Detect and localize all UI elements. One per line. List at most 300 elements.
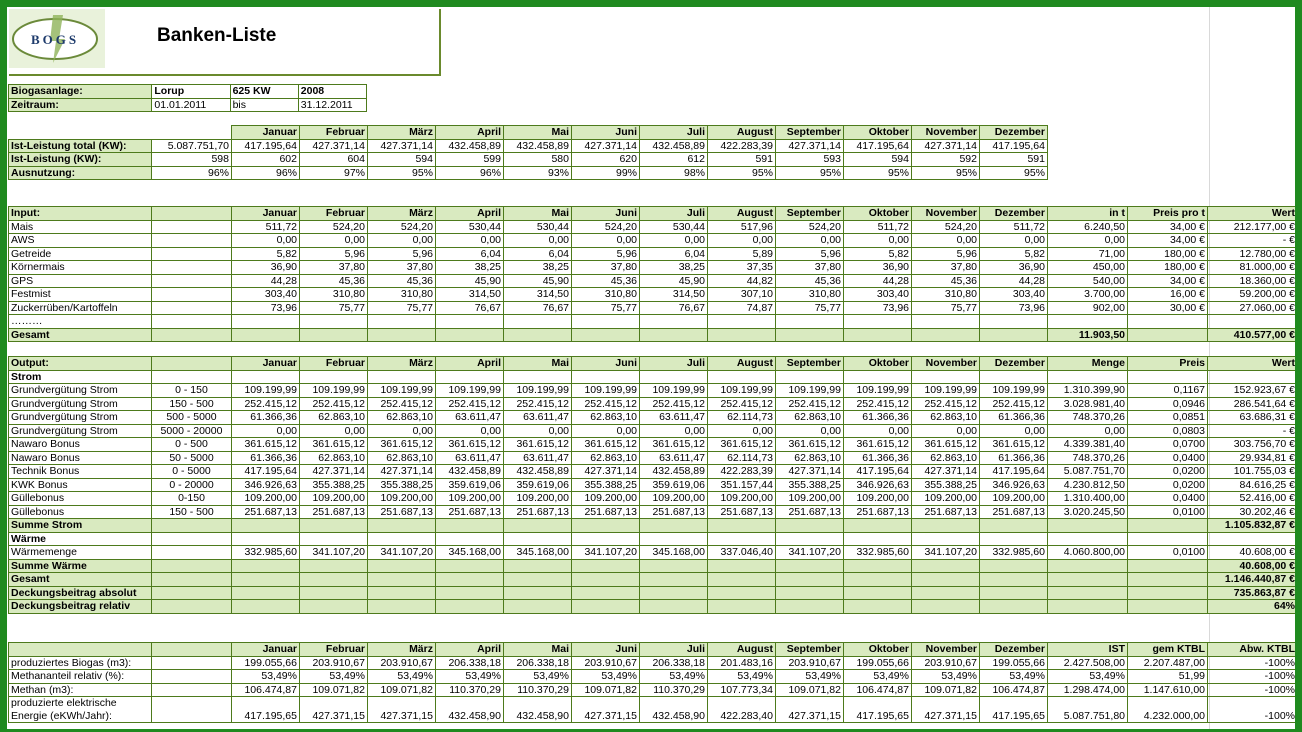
value-cell[interactable]: 106.474,87	[844, 683, 912, 697]
price-cell[interactable]: 30,00 €	[1128, 301, 1208, 315]
value-cell[interactable]: 341.107,20	[300, 546, 368, 560]
value-cell[interactable]: 63.611,47	[436, 411, 504, 425]
value-cell[interactable]: 530,44	[504, 220, 572, 234]
value-cell[interactable]: 0,00	[572, 424, 640, 438]
value-cell[interactable]: 361.615,12	[572, 438, 640, 452]
value-cell[interactable]: 314,50	[504, 288, 572, 302]
value-cell[interactable]: 604	[300, 153, 368, 167]
value-cell[interactable]: 341.107,20	[912, 546, 980, 560]
input-cell[interactable]: 625 KW	[230, 85, 298, 99]
value-cell[interactable]: 427.371,15	[300, 697, 368, 723]
value-cell[interactable]: 310,80	[300, 288, 368, 302]
value-cell[interactable]	[640, 315, 708, 329]
price-cell[interactable]: 34,00 €	[1128, 274, 1208, 288]
value-cell[interactable]: 422.283,39	[708, 465, 776, 479]
value-cell[interactable]: 345.168,00	[504, 546, 572, 560]
value-cell[interactable]: 61.366,36	[980, 411, 1048, 425]
value-cell[interactable]: 110.370,29	[436, 683, 504, 697]
value-cell[interactable]: 432.458,90	[640, 697, 708, 723]
value-cell[interactable]: 0,00	[300, 424, 368, 438]
value-cell[interactable]: 592	[912, 153, 980, 167]
value-cell[interactable]: 109.199,99	[980, 384, 1048, 398]
value-cell[interactable]: 417.195,64	[844, 139, 912, 153]
value-cell[interactable]: 61.366,36	[844, 451, 912, 465]
value-cell[interactable]: 361.615,12	[640, 438, 708, 452]
value-cell[interactable]: 252.415,12	[708, 397, 776, 411]
value-cell[interactable]: 251.687,13	[504, 505, 572, 519]
value-cell[interactable]: 0,00	[436, 424, 504, 438]
value-cell[interactable]: 599	[436, 153, 504, 167]
value-cell[interactable]: 109.199,99	[504, 384, 572, 398]
value-cell[interactable]: 37,80	[368, 261, 436, 275]
value-cell[interactable]: 417.195,65	[844, 697, 912, 723]
value-cell[interactable]: 53,49%	[572, 670, 640, 684]
value-cell[interactable]: 432.458,89	[504, 465, 572, 479]
value-cell[interactable]: 524,20	[776, 220, 844, 234]
value-cell[interactable]: 0,00	[368, 424, 436, 438]
value-cell[interactable]: 109.199,99	[232, 384, 300, 398]
value-cell[interactable]: 251.687,13	[640, 505, 708, 519]
value-cell[interactable]: 427.371,14	[572, 139, 640, 153]
value-cell[interactable]: 96%	[436, 166, 504, 180]
value-cell[interactable]: 427.371,14	[912, 465, 980, 479]
value-cell[interactable]: 62.863,10	[368, 411, 436, 425]
value-cell[interactable]: 252.415,12	[300, 397, 368, 411]
value-cell[interactable]: 252.415,12	[844, 397, 912, 411]
value-cell[interactable]: 109.200,00	[300, 492, 368, 506]
value-cell[interactable]: 0,00	[436, 234, 504, 248]
value-cell[interactable]	[504, 315, 572, 329]
value-cell[interactable]: 355.388,25	[776, 478, 844, 492]
value-cell[interactable]: 95%	[776, 166, 844, 180]
value-cell[interactable]: 73,96	[232, 301, 300, 315]
value-cell[interactable]: 61.366,36	[980, 451, 1048, 465]
value-cell[interactable]: 310,80	[776, 288, 844, 302]
value-cell[interactable]: 37,35	[708, 261, 776, 275]
value-cell[interactable]: 109.200,00	[844, 492, 912, 506]
value-cell[interactable]: 251.687,13	[232, 505, 300, 519]
value-cell[interactable]: 0,00	[300, 234, 368, 248]
price-cell[interactable]: 34,00 €	[1128, 234, 1208, 248]
value-cell[interactable]: 199.055,66	[232, 656, 300, 670]
value-cell[interactable]	[776, 315, 844, 329]
value-cell[interactable]: 106.474,87	[980, 683, 1048, 697]
value-cell[interactable]: 37,80	[912, 261, 980, 275]
value-cell[interactable]: 417.195,65	[232, 697, 300, 723]
price-cell[interactable]: 0,0200	[1128, 478, 1208, 492]
value-cell[interactable]: 432.458,90	[504, 697, 572, 723]
value-cell[interactable]: 361.615,12	[844, 438, 912, 452]
value-cell[interactable]: 44,82	[708, 274, 776, 288]
price-cell[interactable]: 0,0700	[1128, 438, 1208, 452]
value-cell[interactable]: 341.107,20	[368, 546, 436, 560]
value-cell[interactable]: 5,96	[300, 247, 368, 261]
value-cell[interactable]: 5,82	[844, 247, 912, 261]
value-cell[interactable]: 361.615,12	[776, 438, 844, 452]
value-cell[interactable]: 252.415,12	[912, 397, 980, 411]
value-cell[interactable]: 427.371,15	[912, 697, 980, 723]
value-cell[interactable]: 251.687,13	[844, 505, 912, 519]
value-cell[interactable]: 337.046,40	[708, 546, 776, 560]
value-cell[interactable]: 252.415,12	[980, 397, 1048, 411]
value-cell[interactable]: 252.415,12	[572, 397, 640, 411]
value-cell[interactable]: 109.199,99	[300, 384, 368, 398]
value-cell[interactable]: 345.168,00	[436, 546, 504, 560]
value-cell[interactable]: 252.415,12	[504, 397, 572, 411]
value-cell[interactable]: 75,77	[912, 301, 980, 315]
value-cell[interactable]: 53,49%	[776, 670, 844, 684]
price-cell[interactable]: 180,00 €	[1128, 247, 1208, 261]
value-cell[interactable]: 0,00	[844, 234, 912, 248]
value-cell[interactable]: 351.157,44	[708, 478, 776, 492]
value-cell[interactable]: 61.366,36	[844, 411, 912, 425]
value-cell[interactable]: 251.687,13	[776, 505, 844, 519]
value-cell[interactable]: 109.071,82	[912, 683, 980, 697]
value-cell[interactable]: 359.619,06	[436, 478, 504, 492]
value-cell[interactable]: 427.371,14	[300, 465, 368, 479]
value-cell[interactable]: 109.199,99	[776, 384, 844, 398]
value-cell[interactable]: 109.200,00	[368, 492, 436, 506]
value-cell[interactable]: 45,36	[776, 274, 844, 288]
value-cell[interactable]: 203.910,67	[776, 656, 844, 670]
value-cell[interactable]: 252.415,12	[776, 397, 844, 411]
value-cell[interactable]: 109.199,99	[368, 384, 436, 398]
value-cell[interactable]: 530,44	[640, 220, 708, 234]
value-cell[interactable]: 5,82	[980, 247, 1048, 261]
value-cell[interactable]: 5,82	[232, 247, 300, 261]
value-cell[interactable]: 314,50	[640, 288, 708, 302]
value-cell[interactable]: 0,00	[640, 234, 708, 248]
value-cell[interactable]	[980, 315, 1048, 329]
value-cell[interactable]: 44,28	[232, 274, 300, 288]
value-cell[interactable]	[436, 315, 504, 329]
value-cell[interactable]: 95%	[844, 166, 912, 180]
value-cell[interactable]: 62.114,73	[708, 411, 776, 425]
value-cell[interactable]: 361.615,12	[368, 438, 436, 452]
value-cell[interactable]	[232, 315, 300, 329]
value-cell[interactable]: 109.200,00	[776, 492, 844, 506]
value-cell[interactable]: 62.863,10	[572, 411, 640, 425]
value-cell[interactable]: 38,25	[504, 261, 572, 275]
value-cell[interactable]: 109.199,99	[640, 384, 708, 398]
value-cell[interactable]: 346.926,63	[980, 478, 1048, 492]
value-cell[interactable]: 62.863,10	[300, 411, 368, 425]
value-cell[interactable]: 303,40	[844, 288, 912, 302]
value-cell[interactable]: 612	[640, 153, 708, 167]
value-cell[interactable]: 109.200,00	[232, 492, 300, 506]
value-cell[interactable]: 427.371,15	[368, 697, 436, 723]
value-cell[interactable]: 62.114,73	[708, 451, 776, 465]
value-cell[interactable]: 0,00	[708, 234, 776, 248]
value-cell[interactable]: 5,96	[912, 247, 980, 261]
price-cell[interactable]: 0,0100	[1128, 546, 1208, 560]
value-cell[interactable]: 346.926,63	[844, 478, 912, 492]
value-cell[interactable]: 417.195,64	[232, 139, 300, 153]
value-cell[interactable]: 36,90	[844, 261, 912, 275]
value-cell[interactable]: 76,67	[504, 301, 572, 315]
value-cell[interactable]: 251.687,13	[912, 505, 980, 519]
value-cell[interactable]	[572, 315, 640, 329]
price-cell[interactable]: 0,0946	[1128, 397, 1208, 411]
input-cell[interactable]: 2008	[298, 85, 366, 99]
value-cell[interactable]: 432.458,89	[504, 139, 572, 153]
value-cell[interactable]: 417.195,64	[232, 465, 300, 479]
value-cell[interactable]: 97%	[300, 166, 368, 180]
value-cell[interactable]: 594	[368, 153, 436, 167]
value-cell[interactable]: 359.619,06	[640, 478, 708, 492]
value-cell[interactable]: 0,00	[912, 424, 980, 438]
value-cell[interactable]: 109.200,00	[436, 492, 504, 506]
value-cell[interactable]: 63.611,47	[504, 451, 572, 465]
value-cell[interactable]: 76,67	[436, 301, 504, 315]
value-cell[interactable]: 511,72	[844, 220, 912, 234]
value-cell[interactable]: 580	[504, 153, 572, 167]
value-cell[interactable]: 5,96	[776, 247, 844, 261]
value-cell[interactable]: 5,96	[368, 247, 436, 261]
value-cell[interactable]: 427.371,15	[572, 697, 640, 723]
value-cell[interactable]: 109.200,00	[504, 492, 572, 506]
value-cell[interactable]: 422.283,40	[708, 697, 776, 723]
value-cell[interactable]: 109.071,82	[776, 683, 844, 697]
value-cell[interactable]: 53,49%	[708, 670, 776, 684]
value-cell[interactable]: 251.687,13	[708, 505, 776, 519]
value-cell[interactable]: 252.415,12	[232, 397, 300, 411]
price-cell[interactable]: 180,00 €	[1128, 261, 1208, 275]
value-cell[interactable]: 422.283,39	[708, 139, 776, 153]
value-cell[interactable]	[300, 315, 368, 329]
price-cell[interactable]: 0,0100	[1128, 505, 1208, 519]
value-cell[interactable]: 73,96	[980, 301, 1048, 315]
value-cell[interactable]: 109.071,82	[572, 683, 640, 697]
value-cell[interactable]: 620	[572, 153, 640, 167]
value-cell[interactable]: 45,36	[368, 274, 436, 288]
value-cell[interactable]: 203.910,67	[912, 656, 980, 670]
value-cell[interactable]: 251.687,13	[436, 505, 504, 519]
input-cell[interactable]: 31.12.2011	[298, 98, 366, 112]
value-cell[interactable]: 427.371,15	[776, 697, 844, 723]
value-cell[interactable]: 355.388,25	[572, 478, 640, 492]
value-cell[interactable]: 62.863,10	[300, 451, 368, 465]
value-cell[interactable]: 0,00	[504, 234, 572, 248]
value-cell[interactable]: 0,00	[572, 234, 640, 248]
value-cell[interactable]: 427.371,14	[572, 465, 640, 479]
value-cell[interactable]: 524,20	[368, 220, 436, 234]
value-cell[interactable]: 93%	[504, 166, 572, 180]
value-cell[interactable]: 602	[232, 153, 300, 167]
value-cell[interactable]: 63.611,47	[504, 411, 572, 425]
value-cell[interactable]: 432.458,89	[436, 465, 504, 479]
value-cell[interactable]: 591	[708, 153, 776, 167]
value-cell[interactable]: 0,00	[980, 234, 1048, 248]
value-cell[interactable]: 199.055,66	[980, 656, 1048, 670]
price-cell[interactable]: 0,0400	[1128, 492, 1208, 506]
value-cell[interactable]: 62.863,10	[776, 451, 844, 465]
value-cell[interactable]: 332.985,60	[844, 546, 912, 560]
value-cell[interactable]: 530,44	[436, 220, 504, 234]
value-cell[interactable]: 355.388,25	[912, 478, 980, 492]
value-cell[interactable]: 53,49%	[504, 670, 572, 684]
value-cell[interactable]: 206.338,18	[504, 656, 572, 670]
value-cell[interactable]: 591	[980, 153, 1048, 167]
value-cell[interactable]: 45,90	[640, 274, 708, 288]
value-cell[interactable]: 0,00	[232, 424, 300, 438]
value-cell[interactable]: 53,49%	[844, 670, 912, 684]
value-cell[interactable]: 63.611,47	[640, 411, 708, 425]
value-cell[interactable]: 594	[844, 153, 912, 167]
value-cell[interactable]: 74,87	[708, 301, 776, 315]
value-cell[interactable]: 417.195,64	[980, 465, 1048, 479]
value-cell[interactable]: 61.366,36	[232, 451, 300, 465]
value-cell[interactable]: 593	[776, 153, 844, 167]
price-cell[interactable]: 34,00 €	[1128, 220, 1208, 234]
value-cell[interactable]: 110.370,29	[504, 683, 572, 697]
value-cell[interactable]: 427.371,14	[368, 465, 436, 479]
value-cell[interactable]: 53,49%	[300, 670, 368, 684]
value-cell[interactable]: 75,77	[300, 301, 368, 315]
value-cell[interactable]: 109.199,99	[708, 384, 776, 398]
value-cell[interactable]: 62.863,10	[572, 451, 640, 465]
value-cell[interactable]: 332.985,60	[980, 546, 1048, 560]
value-cell[interactable]	[368, 315, 436, 329]
value-cell[interactable]: 0,00	[776, 424, 844, 438]
value-cell[interactable]: 0,00	[368, 234, 436, 248]
value-cell[interactable]: 346.926,63	[232, 478, 300, 492]
value-cell[interactable]: 38,25	[640, 261, 708, 275]
value-cell[interactable]: 199.055,66	[844, 656, 912, 670]
value-cell[interactable]: 361.615,12	[912, 438, 980, 452]
value-cell[interactable]: 44,28	[844, 274, 912, 288]
value-cell[interactable]: 95%	[912, 166, 980, 180]
value-cell[interactable]: 37,80	[572, 261, 640, 275]
value-cell[interactable]: 5,89	[708, 247, 776, 261]
value-cell[interactable]: 359.619,06	[504, 478, 572, 492]
value-cell[interactable]: 36,90	[232, 261, 300, 275]
price-cell[interactable]: 0,0803	[1128, 424, 1208, 438]
value-cell[interactable]: 109.199,99	[844, 384, 912, 398]
value-cell[interactable]	[708, 315, 776, 329]
value-cell[interactable]: 0,00	[708, 424, 776, 438]
value-cell[interactable]: 517,96	[708, 220, 776, 234]
value-cell[interactable]: 511,72	[980, 220, 1048, 234]
value-cell[interactable]: 432.458,89	[436, 139, 504, 153]
value-cell[interactable]: 0,00	[504, 424, 572, 438]
price-cell[interactable]	[1128, 315, 1208, 329]
value-cell[interactable]: 0,00	[980, 424, 1048, 438]
value-cell[interactable]: 109.199,99	[572, 384, 640, 398]
input-cell[interactable]: Lorup	[152, 85, 230, 99]
value-cell[interactable]: 109.200,00	[980, 492, 1048, 506]
value-cell[interactable]: 53,49%	[912, 670, 980, 684]
value-cell[interactable]: 203.910,67	[300, 656, 368, 670]
value-cell[interactable]: 361.615,12	[232, 438, 300, 452]
value-cell[interactable]: 95%	[980, 166, 1048, 180]
value-cell[interactable]: 307,10	[708, 288, 776, 302]
value-cell[interactable]: 99%	[572, 166, 640, 180]
value-cell[interactable]: 427.371,14	[912, 139, 980, 153]
value-cell[interactable]: 361.615,12	[436, 438, 504, 452]
value-cell[interactable]: 355.388,25	[300, 478, 368, 492]
value-cell[interactable]: 252.415,12	[640, 397, 708, 411]
value-cell[interactable]: 95%	[708, 166, 776, 180]
value-cell[interactable]: 432.458,90	[436, 697, 504, 723]
value-cell[interactable]: 109.200,00	[572, 492, 640, 506]
value-cell[interactable]: 427.371,14	[776, 139, 844, 153]
value-cell[interactable]: 251.687,13	[368, 505, 436, 519]
value-cell[interactable]: 62.863,10	[368, 451, 436, 465]
value-cell[interactable]: 0,00	[776, 234, 844, 248]
value-cell[interactable]: 524,20	[300, 220, 368, 234]
value-cell[interactable]: 355.388,25	[368, 478, 436, 492]
value-cell[interactable]: 341.107,20	[572, 546, 640, 560]
value-cell[interactable]: 310,80	[572, 288, 640, 302]
value-cell[interactable]: 203.910,67	[368, 656, 436, 670]
value-cell[interactable]: 427.371,14	[300, 139, 368, 153]
value-cell[interactable]: 251.687,13	[300, 505, 368, 519]
value-cell[interactable]: 109.199,99	[436, 384, 504, 398]
value-cell[interactable]: 37,80	[300, 261, 368, 275]
value-cell[interactable]: 252.415,12	[368, 397, 436, 411]
value-cell[interactable]: 206.338,18	[640, 656, 708, 670]
value-cell[interactable]: 109.200,00	[708, 492, 776, 506]
value-cell[interactable]: 417.195,65	[980, 697, 1048, 723]
value-cell[interactable]: 427.371,14	[368, 139, 436, 153]
value-cell[interactable]: 53,49%	[232, 670, 300, 684]
value-cell[interactable]: 310,80	[368, 288, 436, 302]
input-cell[interactable]: 01.01.2011	[152, 98, 230, 112]
value-cell[interactable]: 511,72	[232, 220, 300, 234]
value-cell[interactable]: 36,90	[980, 261, 1048, 275]
value-cell[interactable]: 45,36	[300, 274, 368, 288]
value-cell[interactable]: 98%	[640, 166, 708, 180]
value-cell[interactable]: 63.611,47	[640, 451, 708, 465]
value-cell[interactable]: 75,77	[572, 301, 640, 315]
price-cell[interactable]: 0,0200	[1128, 465, 1208, 479]
value-cell[interactable]: 303,40	[232, 288, 300, 302]
value-cell[interactable]: 251.687,13	[572, 505, 640, 519]
value-cell[interactable]: 45,36	[572, 274, 640, 288]
value-cell[interactable]: 524,20	[572, 220, 640, 234]
value-cell[interactable]: 73,96	[844, 301, 912, 315]
value-cell[interactable]: 332.985,60	[232, 546, 300, 560]
value-cell[interactable]: 314,50	[436, 288, 504, 302]
value-cell[interactable]: 109.199,99	[912, 384, 980, 398]
value-cell[interactable]: 6,04	[436, 247, 504, 261]
value-cell[interactable]	[912, 315, 980, 329]
value-cell[interactable]: 53,49%	[368, 670, 436, 684]
value-cell[interactable]: 432.458,89	[640, 465, 708, 479]
value-cell[interactable]: 0,00	[844, 424, 912, 438]
value-cell[interactable]: 75,77	[368, 301, 436, 315]
value-cell[interactable]: 45,36	[912, 274, 980, 288]
value-cell[interactable]: 38,25	[436, 261, 504, 275]
value-cell[interactable]: 62.863,10	[912, 411, 980, 425]
value-cell[interactable]: 6,04	[640, 247, 708, 261]
value-cell[interactable]: 45,90	[504, 274, 572, 288]
value-cell[interactable]: 201.483,16	[708, 656, 776, 670]
value-cell[interactable]: 524,20	[912, 220, 980, 234]
value-cell[interactable]: 109.200,00	[912, 492, 980, 506]
value-cell[interactable]: 417.195,64	[980, 139, 1048, 153]
value-cell[interactable]: 427.371,14	[776, 465, 844, 479]
value-cell[interactable]: 53,49%	[436, 670, 504, 684]
value-cell[interactable]: 203.910,67	[572, 656, 640, 670]
value-cell[interactable]: 252.415,12	[436, 397, 504, 411]
value-cell[interactable]: 206.338,18	[436, 656, 504, 670]
value-cell[interactable]: 0,00	[232, 234, 300, 248]
price-cell[interactable]: 0,0400	[1128, 451, 1208, 465]
value-cell[interactable]: 303,40	[980, 288, 1048, 302]
value-cell[interactable]: 63.611,47	[436, 451, 504, 465]
